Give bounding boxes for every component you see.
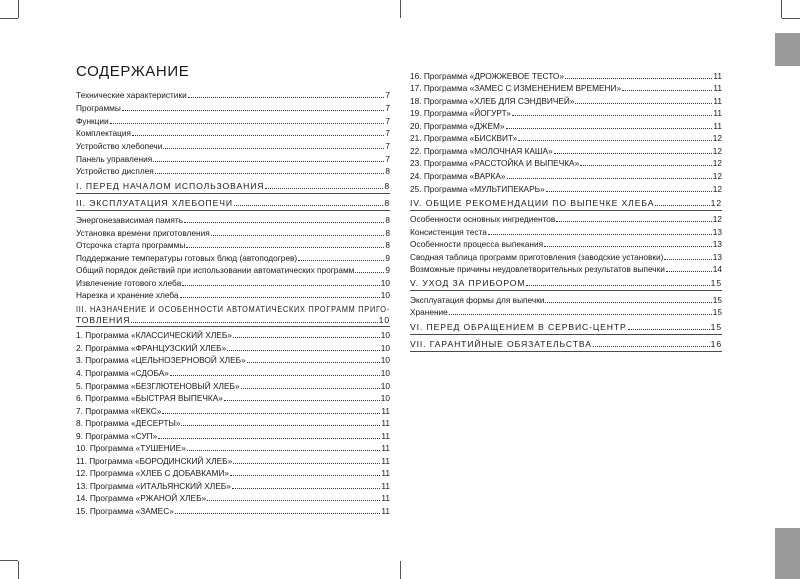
toc-entry-label: 24. Программа «ВАРКА» — [410, 171, 506, 181]
toc-page-number: 12 — [712, 171, 722, 181]
toc-entry-label: Комплектация — [76, 128, 132, 138]
crop-mark — [0, 18, 18, 19]
toc-section-row[interactable] — [410, 278, 722, 290]
toc-row[interactable] — [76, 368, 390, 380]
toc-entry-label: 7. Программа «КЕКС» — [76, 406, 162, 416]
toc-entry-label: 12. Программа «ХЛЕБ С ДОБАВКАМИ» — [76, 468, 230, 478]
toc-page-number: 10 — [378, 315, 390, 325]
dot-leader — [224, 400, 380, 401]
crop-mark — [400, 0, 401, 18]
toc-entry-line — [76, 166, 390, 176]
toc-row[interactable] — [410, 239, 722, 251]
toc-entry-label: 4. Программа «СДОБА» — [76, 368, 169, 378]
section-underline — [76, 210, 390, 211]
toc-entry-line — [410, 83, 722, 93]
toc-entry-line — [410, 71, 722, 81]
dot-leader — [184, 222, 384, 223]
dot-leader — [449, 314, 712, 315]
section-underline — [410, 334, 722, 335]
toc-entry-line — [410, 96, 722, 106]
dot-leader — [158, 438, 380, 439]
toc-entry-line — [76, 128, 390, 138]
toc-entry-line — [76, 240, 390, 250]
toc-entry-line — [76, 181, 390, 191]
toc-page-number: 11 — [381, 481, 390, 491]
toc-page-number: 11 — [713, 108, 722, 118]
toc-page-number: 8 — [385, 215, 390, 225]
toc-page-number: 12 — [712, 158, 722, 168]
dot-leader — [580, 165, 712, 166]
toc-page-number: 14 — [712, 264, 722, 274]
toc-section-heading: V. УХОД ЗА ПРИБОРОМ — [410, 278, 526, 288]
toc-entry-line — [76, 228, 390, 238]
dot-leader — [232, 488, 381, 489]
toc-page-number: 15 — [710, 278, 722, 288]
toc-entry-line — [76, 418, 390, 428]
toc-page-number: 13 — [712, 239, 722, 249]
toc-entry-line — [76, 198, 390, 208]
toc-page-number: 8 — [384, 181, 390, 191]
toc-row[interactable] — [76, 431, 390, 443]
toc-row[interactable] — [76, 265, 390, 277]
toc-row[interactable] — [76, 468, 390, 480]
dot-leader — [518, 140, 711, 141]
toc-section-heading: VII. ГАРАНТИЙНЫЕ ОБЯЗАТЕЛЬСТВА — [410, 339, 592, 349]
toc-row[interactable] — [410, 264, 722, 276]
crop-mark — [18, 0, 19, 18]
toc-entry-line — [76, 506, 390, 516]
toc-row[interactable] — [76, 393, 390, 405]
toc-row[interactable] — [410, 71, 722, 83]
toc-row[interactable] — [410, 108, 722, 120]
toc-section-row[interactable] — [410, 339, 722, 351]
toc-page-number: 12 — [710, 198, 722, 208]
toc-entry-line — [76, 103, 390, 113]
toc-section-row[interactable] — [76, 181, 390, 193]
toc-section-row[interactable] — [410, 322, 722, 334]
toc-row[interactable] — [76, 116, 390, 128]
toc-section-heading: VI. ПЕРЕД ОБРАЩЕНИЕМ В СЕРВИС-ЦЕНТР — [410, 322, 627, 332]
crop-mark — [400, 561, 401, 579]
toc-row[interactable] — [76, 406, 390, 418]
dot-leader — [170, 375, 380, 376]
toc-page-number: 10 — [380, 393, 390, 403]
toc-entry-label: Извлечение готового хлеба — [76, 278, 182, 288]
dot-leader — [488, 234, 712, 235]
toc-row[interactable] — [76, 355, 390, 367]
dot-leader — [187, 450, 381, 451]
toc-entry-label: Устройство хлебопечи — [76, 141, 163, 151]
toc-entry-label: Поддержание температуры готовых блюд (автоподогрев) — [76, 253, 298, 263]
toc-entry-line — [76, 481, 390, 491]
toc-entry-label: 25. Программа «МУЛЬТИПЕКАРЬ» — [410, 184, 545, 194]
dot-leader — [575, 103, 712, 104]
toc-section-heading: III. НАЗНАЧЕНИЕ И ОСОБЕННОСТИ АВТОМАТИЧЕСКИХ ПРОГРАММ ПРИГО- — [76, 304, 390, 314]
toc-entry-line — [410, 295, 722, 305]
toc-row[interactable] — [410, 227, 722, 239]
toc-entry-label: Консистенция теста — [410, 227, 487, 237]
toc-entry-line — [410, 239, 722, 249]
dot-leader — [554, 153, 712, 154]
dot-leader — [180, 297, 380, 298]
toc-entry-label: 20. Программа «ДЖЕМ» — [410, 121, 505, 131]
toc-page-number: 11 — [381, 468, 390, 478]
section-underline — [410, 210, 722, 211]
toc-page-number: 12 — [712, 184, 722, 194]
toc-row[interactable] — [76, 166, 390, 178]
dot-leader — [298, 260, 384, 261]
toc-entry-label: 17. Программа «ЗАМЕС С ИЗМЕНЕНИЕМ ВРЕМЕНИ» — [410, 83, 622, 93]
toc-entry-label: Возможные причины неудовлетворительных результатов выпечки — [410, 264, 665, 274]
dot-leader — [526, 285, 709, 286]
toc-entry-line — [76, 343, 390, 353]
toc-page-number: 10 — [380, 381, 390, 391]
toc-entry-line — [410, 307, 722, 317]
toc-row[interactable] — [76, 215, 390, 227]
dot-leader — [664, 259, 711, 260]
dot-leader — [545, 302, 711, 303]
page-title: СОДЕРЖАНИЕ — [76, 63, 190, 80]
toc-row[interactable] — [76, 443, 390, 455]
crop-mark — [18, 561, 19, 579]
toc-entry-line — [410, 171, 722, 181]
toc-entry-line — [76, 355, 390, 365]
toc-entry-line — [76, 154, 390, 164]
toc-page-number: 11 — [381, 406, 390, 416]
toc-row[interactable] — [410, 184, 722, 196]
toc-entry-label: 15. Программа «ЗАМЕС» — [76, 506, 174, 516]
toc-entry-label: 3. Программа «ЦЕЛЬНОЗЕРНОВОЙ ХЛЕБ» — [76, 355, 246, 365]
dot-leader — [247, 362, 380, 363]
dot-leader — [655, 205, 709, 206]
toc-entry-line — [76, 493, 390, 503]
dot-leader — [131, 322, 377, 323]
toc-entry-line — [76, 368, 390, 378]
toc-row[interactable] — [76, 228, 390, 240]
toc-entry-line — [76, 116, 390, 126]
dot-leader — [593, 346, 710, 347]
toc-entry-label: 21. Программа «БИСКВИТ» — [410, 133, 518, 143]
toc-entry-line — [410, 133, 722, 143]
dot-leader — [622, 90, 712, 91]
toc-section-heading: ТОВЛЕНИЯ — [76, 315, 131, 325]
toc-page-number: 12 — [712, 133, 722, 143]
dot-leader — [546, 191, 712, 192]
toc-entry-label: 10. Программа «ТУШЕНИЕ» — [76, 443, 186, 453]
toc-entry-line — [410, 339, 722, 349]
toc-section-row[interactable] — [76, 198, 390, 210]
toc-entry-label: 9. Программа «СУП» — [76, 431, 158, 441]
dot-leader — [227, 350, 380, 351]
dot-leader — [188, 97, 385, 98]
toc-row[interactable] — [410, 146, 722, 158]
dot-leader — [507, 178, 712, 179]
toc-page-number: 16 — [710, 339, 722, 349]
toc-entry-label: Нарезка и хранение хлеба — [76, 290, 179, 300]
toc-entry-label: 11. Программа «БОРОДИНСКИЙ ХЛЕБ» — [76, 456, 233, 466]
toc-entry-line — [76, 215, 390, 225]
toc-entry-line — [76, 393, 390, 403]
toc-entry-label: 22. Программа «МОЛОЧНАЯ КАША» — [410, 146, 553, 156]
toc-page-number: 7 — [385, 103, 390, 113]
dot-leader — [207, 500, 380, 501]
toc-row[interactable] — [76, 90, 390, 102]
toc-entry-line — [76, 278, 390, 288]
toc-entry-line — [410, 198, 722, 208]
toc-entry-label: 14. Программа «РЖАНОЙ ХЛЕБ» — [76, 493, 207, 503]
toc-entry-line — [410, 146, 722, 156]
toc-entry-label: 16. Программа «ДРОЖЖЕВОЕ ТЕСТО» — [410, 71, 564, 81]
toc-page-number: 10 — [380, 278, 390, 288]
toc-row[interactable] — [410, 214, 722, 226]
toc-entry-line — [76, 330, 390, 340]
toc-row[interactable] — [410, 171, 722, 183]
toc-page-number: 10 — [380, 355, 390, 365]
toc-row[interactable] — [410, 307, 722, 319]
toc-row[interactable] — [410, 96, 722, 108]
toc-entry-line — [76, 253, 390, 263]
dot-leader — [181, 425, 380, 426]
toc-entry-line — [410, 184, 722, 194]
toc-page-number: 11 — [381, 456, 390, 466]
crop-mark — [0, 560, 18, 561]
toc-entry-line — [410, 264, 722, 274]
crop-mark — [782, 18, 800, 19]
toc-page-number: 9 — [385, 253, 390, 263]
toc-row[interactable] — [76, 343, 390, 355]
dot-leader — [666, 271, 712, 272]
dot-leader — [241, 388, 380, 389]
toc-row[interactable] — [410, 83, 722, 95]
toc-page-number: 9 — [385, 265, 390, 275]
toc-entry-line — [76, 381, 390, 391]
toc-page-number: 11 — [713, 83, 722, 93]
toc-entry-label: Особенности основных ингредиентов — [410, 214, 556, 224]
toc-entry-line — [410, 108, 722, 118]
toc-entry-label: 5. Программа «БЕЗГЛЮТЕНОВЫЙ ХЛЕБ» — [76, 381, 240, 391]
section-tab-marker — [775, 528, 800, 579]
toc-page-number: 8 — [385, 228, 390, 238]
toc-entry-label: Отсрочка старта программы — [76, 240, 186, 250]
dot-leader — [565, 78, 712, 79]
toc-page-number: 15 — [712, 307, 722, 317]
toc-row[interactable] — [410, 158, 722, 170]
toc-page-number: 11 — [381, 506, 390, 516]
toc-page-number: 11 — [381, 493, 390, 503]
toc-page-number: 11 — [713, 71, 722, 81]
toc-entry-line — [76, 468, 390, 478]
toc-page-number: 11 — [713, 121, 722, 131]
toc-section-heading: II. ЭКСПЛУАТАЦИЯ ХЛЕБОПЕЧИ — [76, 198, 233, 208]
toc-entry-line — [76, 90, 390, 100]
toc-page-number: 8 — [385, 166, 390, 176]
toc-entry-label: Сводная таблица программ приготовления (заводские установки) — [410, 252, 664, 262]
toc-page-number: 10 — [380, 343, 390, 353]
toc-page-number: 10 — [380, 290, 390, 300]
section-underline — [76, 193, 390, 194]
toc-page-number: 12 — [712, 214, 722, 224]
dot-leader — [355, 272, 384, 273]
toc-entry-label: Программы — [76, 103, 121, 113]
toc-page-number: 11 — [381, 431, 390, 441]
toc-row[interactable] — [76, 253, 390, 265]
dot-leader — [132, 135, 384, 136]
dot-leader — [162, 413, 380, 414]
dot-leader — [556, 221, 711, 222]
toc-entry-label: Энергонезависимая память — [76, 215, 184, 225]
toc-row[interactable] — [76, 154, 390, 166]
toc-entry-label: 18. Программа «ХЛЕБ ДЛЯ СЭНДВИЧЕЙ» — [410, 96, 575, 106]
dot-leader — [233, 463, 380, 464]
toc-entry-label: Панель управления — [76, 154, 153, 164]
toc-entry-label: 8. Программа «ДЕСЕРТЫ» — [76, 418, 181, 428]
toc-page-number: 11 — [381, 443, 390, 453]
toc-row[interactable] — [76, 330, 390, 342]
toc-row[interactable] — [76, 240, 390, 252]
toc-entry-label: Технические характеристики — [76, 90, 187, 100]
toc-page-number: 12 — [712, 146, 722, 156]
section-underline — [410, 290, 722, 291]
toc-page-number: 7 — [385, 128, 390, 138]
toc-row[interactable] — [76, 418, 390, 430]
toc-entry-line — [410, 121, 722, 131]
dot-leader — [265, 188, 383, 189]
dot-leader — [155, 173, 385, 174]
toc-page-number: 13 — [712, 252, 722, 262]
toc-page-number: 15 — [710, 322, 722, 332]
toc-row[interactable] — [76, 456, 390, 468]
toc-entry-line — [410, 227, 722, 237]
toc-page-number: 8 — [385, 240, 390, 250]
toc-entry-line — [76, 443, 390, 453]
dot-leader — [234, 205, 383, 206]
toc-entry-label: Устройство дисплея — [76, 166, 154, 176]
toc-row[interactable] — [76, 103, 390, 115]
section-tab-marker — [775, 33, 800, 66]
toc-page-number: 7 — [385, 116, 390, 126]
toc-entry-label: 2. Программа «ФРАНЦУЗСКИЙ ХЛЕБ» — [76, 343, 227, 353]
toc-entry-line — [76, 141, 390, 151]
dot-leader — [175, 513, 381, 514]
dot-leader — [544, 246, 712, 247]
toc-section-row[interactable] — [410, 198, 722, 210]
toc-page-number: 11 — [381, 418, 390, 428]
toc-row[interactable] — [76, 141, 390, 153]
toc-entry-label: Хранение — [410, 307, 448, 317]
toc-row[interactable] — [410, 295, 722, 307]
toc-entry-label: 1. Программа «КЛАССИЧЕСКИЙ ХЛЕБ» — [76, 330, 232, 340]
toc-entry-line — [76, 431, 390, 441]
dot-leader — [182, 285, 380, 286]
crop-mark — [781, 0, 782, 18]
section-underline — [410, 351, 722, 352]
toc-entry-line — [76, 265, 390, 275]
toc-entry-label: 23. Программа «РАССТОЙКА И ВЫПЕЧКА» — [410, 158, 580, 168]
toc-entry-line — [410, 278, 722, 288]
toc-row[interactable] — [76, 481, 390, 493]
dot-leader — [230, 475, 380, 476]
dot-leader — [163, 148, 384, 149]
toc-entry-line — [410, 158, 722, 168]
toc-page-number: 7 — [385, 141, 390, 151]
dot-leader — [186, 247, 384, 248]
toc-row[interactable] — [76, 493, 390, 505]
toc-entry-line — [76, 290, 390, 300]
toc-entry-label: Установка времени приготовления — [76, 228, 210, 238]
toc-section-heading: I. ПЕРЕД НАЧАЛОМ ИСПОЛЬЗОВАНИЯ — [76, 181, 265, 191]
toc-row[interactable] — [76, 278, 390, 290]
toc-row[interactable] — [76, 381, 390, 393]
dot-leader — [110, 123, 385, 124]
toc-page-number: 7 — [385, 154, 390, 164]
toc-entry-line — [410, 214, 722, 224]
toc-entry-label: Особенности процесса выпекания — [410, 239, 544, 249]
toc-page-number: 10 — [380, 330, 390, 340]
toc-entry-label: Общий порядок действий при использовании автоматических программ — [76, 265, 355, 275]
toc-entry-line — [76, 315, 390, 325]
toc-entry-label: 6. Программа «БЫСТРАЯ ВЫПЕЧКА» — [76, 393, 223, 403]
toc-page-number: 8 — [384, 198, 390, 208]
section-underline — [76, 326, 390, 327]
dot-leader — [512, 115, 712, 116]
toc-entry-label: 19. Программа «ЙОГУРТ» — [410, 108, 511, 118]
dot-leader — [233, 337, 380, 338]
dot-leader — [122, 110, 385, 111]
dot-leader — [628, 329, 710, 330]
dot-leader — [211, 235, 385, 236]
toc-entry-label: 13. Программа «ИТАЛЬЯНСКИЙ ХЛЕБ» — [76, 481, 231, 491]
toc-page-number: 10 — [380, 368, 390, 378]
toc-page-number: 7 — [385, 90, 390, 100]
dot-leader — [506, 128, 713, 129]
toc-entry-label: Функции — [76, 116, 109, 126]
toc-entry-line — [410, 322, 722, 332]
toc-row[interactable] — [76, 290, 390, 302]
toc-page-number: 13 — [712, 227, 722, 237]
toc-entry-line — [410, 252, 722, 262]
toc-entry-label: Эксплуатация формы для выпечки — [410, 295, 545, 305]
toc-entry-line — [76, 456, 390, 466]
toc-entry-line — [76, 406, 390, 416]
toc-page-number: 11 — [713, 96, 722, 106]
toc-section-row[interactable] — [76, 304, 390, 325]
toc-row[interactable] — [410, 133, 722, 145]
dot-leader — [153, 161, 384, 162]
toc-row[interactable] — [410, 252, 722, 264]
toc-page-number: 15 — [712, 295, 722, 305]
toc-section-heading: IV. ОБЩИЕ РЕКОМЕНДАЦИИ ПО ВЫПЕЧКЕ ХЛЕБА — [410, 198, 655, 208]
toc-row[interactable] — [76, 506, 390, 518]
toc-row[interactable] — [76, 128, 390, 140]
toc-row[interactable] — [410, 121, 722, 133]
